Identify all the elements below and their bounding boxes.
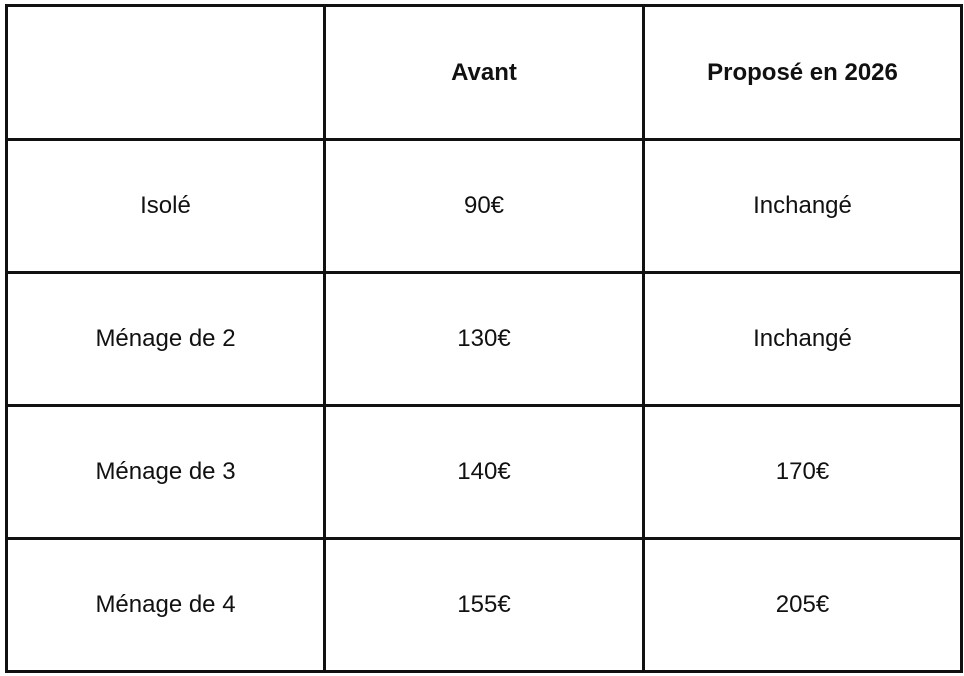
- comparison-table: [5, 4, 963, 673]
- cell-avant: 140€: [325, 406, 644, 539]
- row-label: Ménage de 4: [7, 539, 325, 672]
- cell-propose: Inchangé: [644, 273, 962, 406]
- row-label: Isolé: [7, 140, 325, 273]
- header-propose-2026: Proposé en 2026: [644, 6, 962, 140]
- cell-avant: 90€: [325, 140, 644, 273]
- header-avant: Avant: [325, 6, 644, 140]
- row-label: Ménage de 3: [7, 406, 325, 539]
- table-frame: [5, 4, 960, 672]
- cell-avant: 155€: [325, 539, 644, 672]
- table-row: [7, 140, 962, 273]
- row-label: Ménage de 2: [7, 273, 325, 406]
- table-row: [7, 273, 962, 406]
- table-row: [7, 406, 962, 539]
- cell-propose: 170€: [644, 406, 962, 539]
- cell-propose: 205€: [644, 539, 962, 672]
- header-empty-cell: [7, 6, 325, 140]
- cell-propose: Inchangé: [644, 140, 962, 273]
- header-row: [7, 6, 962, 140]
- table-row: [7, 539, 962, 672]
- cell-avant: 130€: [325, 273, 644, 406]
